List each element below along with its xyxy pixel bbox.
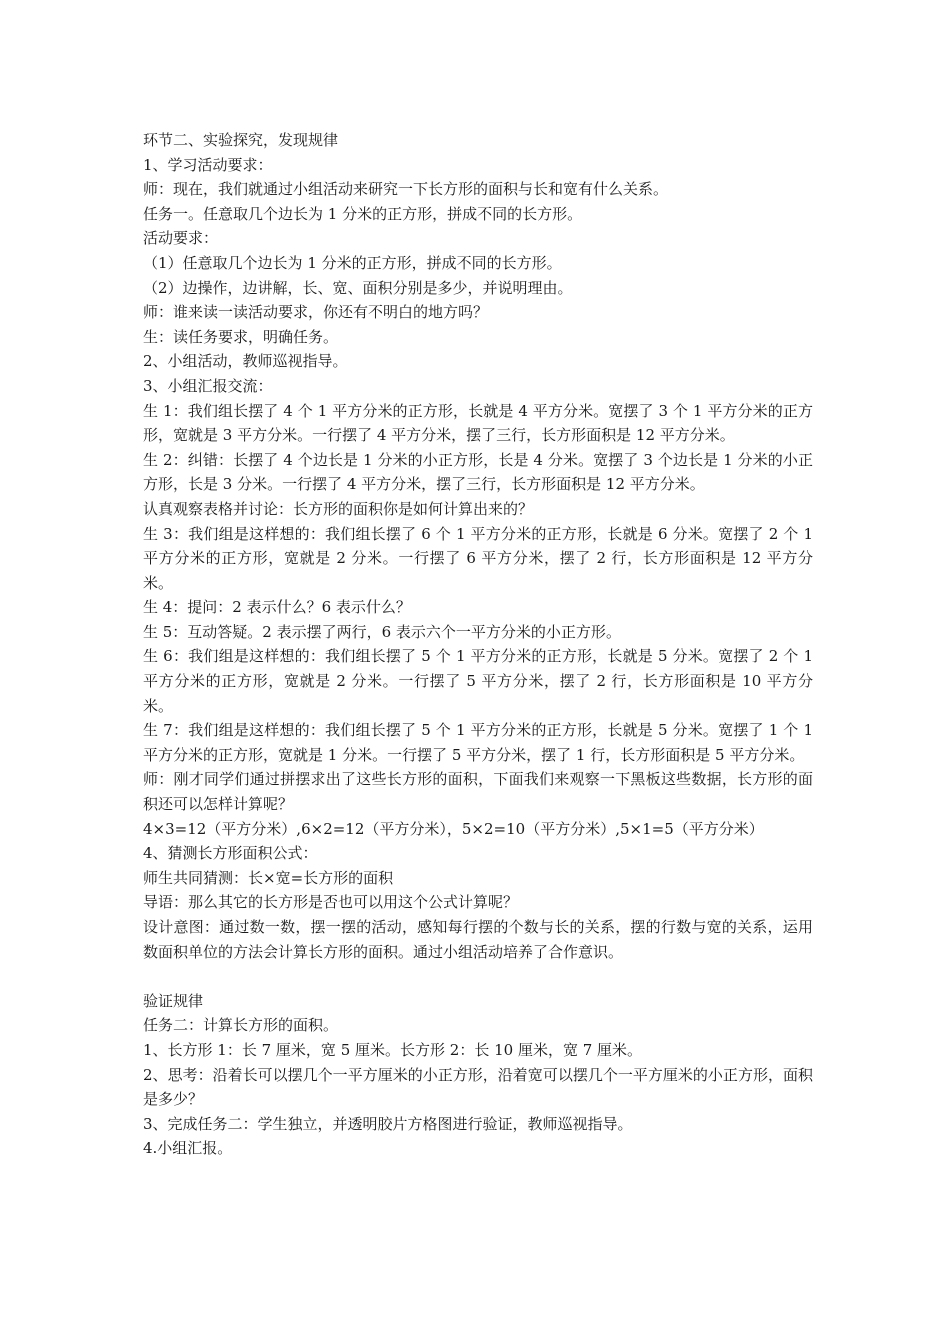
paragraph: 生：读任务要求，明确任务。 xyxy=(143,327,339,346)
paragraph: 生 4：提问：2 表示什么？6 表示什么？ xyxy=(143,598,411,617)
paragraph: 师生共同猜测：长×宽=长方形的面积 xyxy=(143,868,394,887)
paragraph: 1、学习活动要求： xyxy=(143,155,273,174)
paragraph: 4.小组汇报。 xyxy=(143,1139,233,1158)
paragraph: 1、长方形 1：长 7 厘米，宽 5 厘米。长方形 2：长 10 厘米，宽 7 厘米。 xyxy=(143,1040,643,1059)
paragraph: 生 1：我们组长摆了 4 个 1 平方分米的正方形，长就是 4 平方分米。宽摆了 3 个 1 平方分米的正方形，宽就是 3 平方分米。一行摆了 4 平方分米，摆了三行，长方形面积是 12 平方分米。 xyxy=(143,401,813,445)
paragraph: 2、思考：沿着长可以摆几个一平方厘米的小正方形，沿着宽可以摆几个一平方厘米的小正方形，面积是多少？ xyxy=(143,1065,813,1109)
section-heading: 环节二、实验探究，发现规律 xyxy=(143,131,339,149)
paragraph: 师：谁来读一读活动要求，你还有不明白的地方吗？ xyxy=(143,303,489,322)
formula-line: 4×3=12（平方分米）,6×2=12（平方分米），5×2=10（平方分米）,5×1=5（平方分米） xyxy=(143,819,764,838)
paragraph: （2）边操作，边讲解，长、宽、面积分别是多少，并说明理由。 xyxy=(143,278,573,297)
paragraph: 生 5：互动答疑。2 表示摆了两行，6 表示六个一平方分米的小正方形。 xyxy=(143,622,621,641)
section-verify xyxy=(143,989,813,1161)
paragraph: 任务二：计算长方形的面积。 xyxy=(143,1016,339,1035)
paragraph: 认真观察表格并讨论：长方形的面积你是如何计算出来的？ xyxy=(143,499,534,518)
paragraph: 生 6：我们组是这样想的：我们组长摆了 5 个 1 平方分米的正方形，长就是 5 分米。宽摆了 2 个 1 平方分米的正方形，宽就是 2 分米。一行摆了 5 平方分米，摆了 2 行，长方形面积是 10 平方分米。 xyxy=(143,647,813,715)
paragraph: 任务一。任意取几个边长为 1 分米的正方形，拼成不同的长方形。 xyxy=(143,204,583,223)
paragraph: 3、小组汇报交流： xyxy=(143,376,273,395)
paragraph: 设计意图：通过数一数，摆一摆的活动，感知每行摆的个数与长的关系，摆的行数与宽的关系，运用数面积单位的方法会计算长方形的面积。通过小组活动培养了合作意识。 xyxy=(143,918,813,961)
paragraph: （1）任意取几个边长为 1 分米的正方形，拼成不同的长方形。 xyxy=(143,253,562,272)
paragraph: 生 7：我们组是这样想的：我们组长摆了 5 个 1 平方分米的正方形，长就是 5 分米。宽摆了 1 个 1 平方分米的正方形，宽就是 1 分米。一行摆了 5 平方分米，摆了 1 行，长方形面积是 5 平方分米。 xyxy=(143,721,813,764)
paragraph: 2、小组活动，教师巡视指导。 xyxy=(143,352,348,371)
paragraph: 导语：那么其它的长方形是否也可以用这个公式计算呢？ xyxy=(143,893,519,912)
blank-line xyxy=(143,964,813,989)
paragraph: 师：现在，我们就通过小组活动来研究一下长方形的面积与长和宽有什么关系。 xyxy=(143,180,669,199)
paragraph: 师：刚才同学们通过拼摆求出了这些长方形的面积，下面我们来观察一下黑板这些数据，长方形的面积还可以怎样计算呢？ xyxy=(143,770,813,814)
document-page xyxy=(143,128,813,1161)
paragraph: 活动要求： xyxy=(143,229,219,248)
paragraph: 3、完成任务二：学生独立，并透明胶片方格图进行验证，教师巡视指导。 xyxy=(143,1114,633,1133)
paragraph: 生 3：我们组是这样想的：我们组长摆了 6 个 1 平方分米的正方形，长就是 6 分米。宽摆了 2 个 1 平方分米的正方形，宽就是 2 分米。一行摆了 6 平方分米，摆了 2 行，长方形面积是 12 平方分米。 xyxy=(143,524,813,592)
paragraph: 生 2：纠错：长摆了 4 个边长是 1 分米的小正方形，长是 4 分米。宽摆了 3 个边长是 1 分米的小正方形，长是 3 分米。一行摆了 4 平方分米，摆了三行，长方形面积是 12 平方分米。 xyxy=(143,450,813,494)
section-heading: 验证规律 xyxy=(143,991,204,1010)
paragraph: 4、猜测长方形面积公式： xyxy=(143,844,318,863)
section-experiment xyxy=(143,128,813,964)
